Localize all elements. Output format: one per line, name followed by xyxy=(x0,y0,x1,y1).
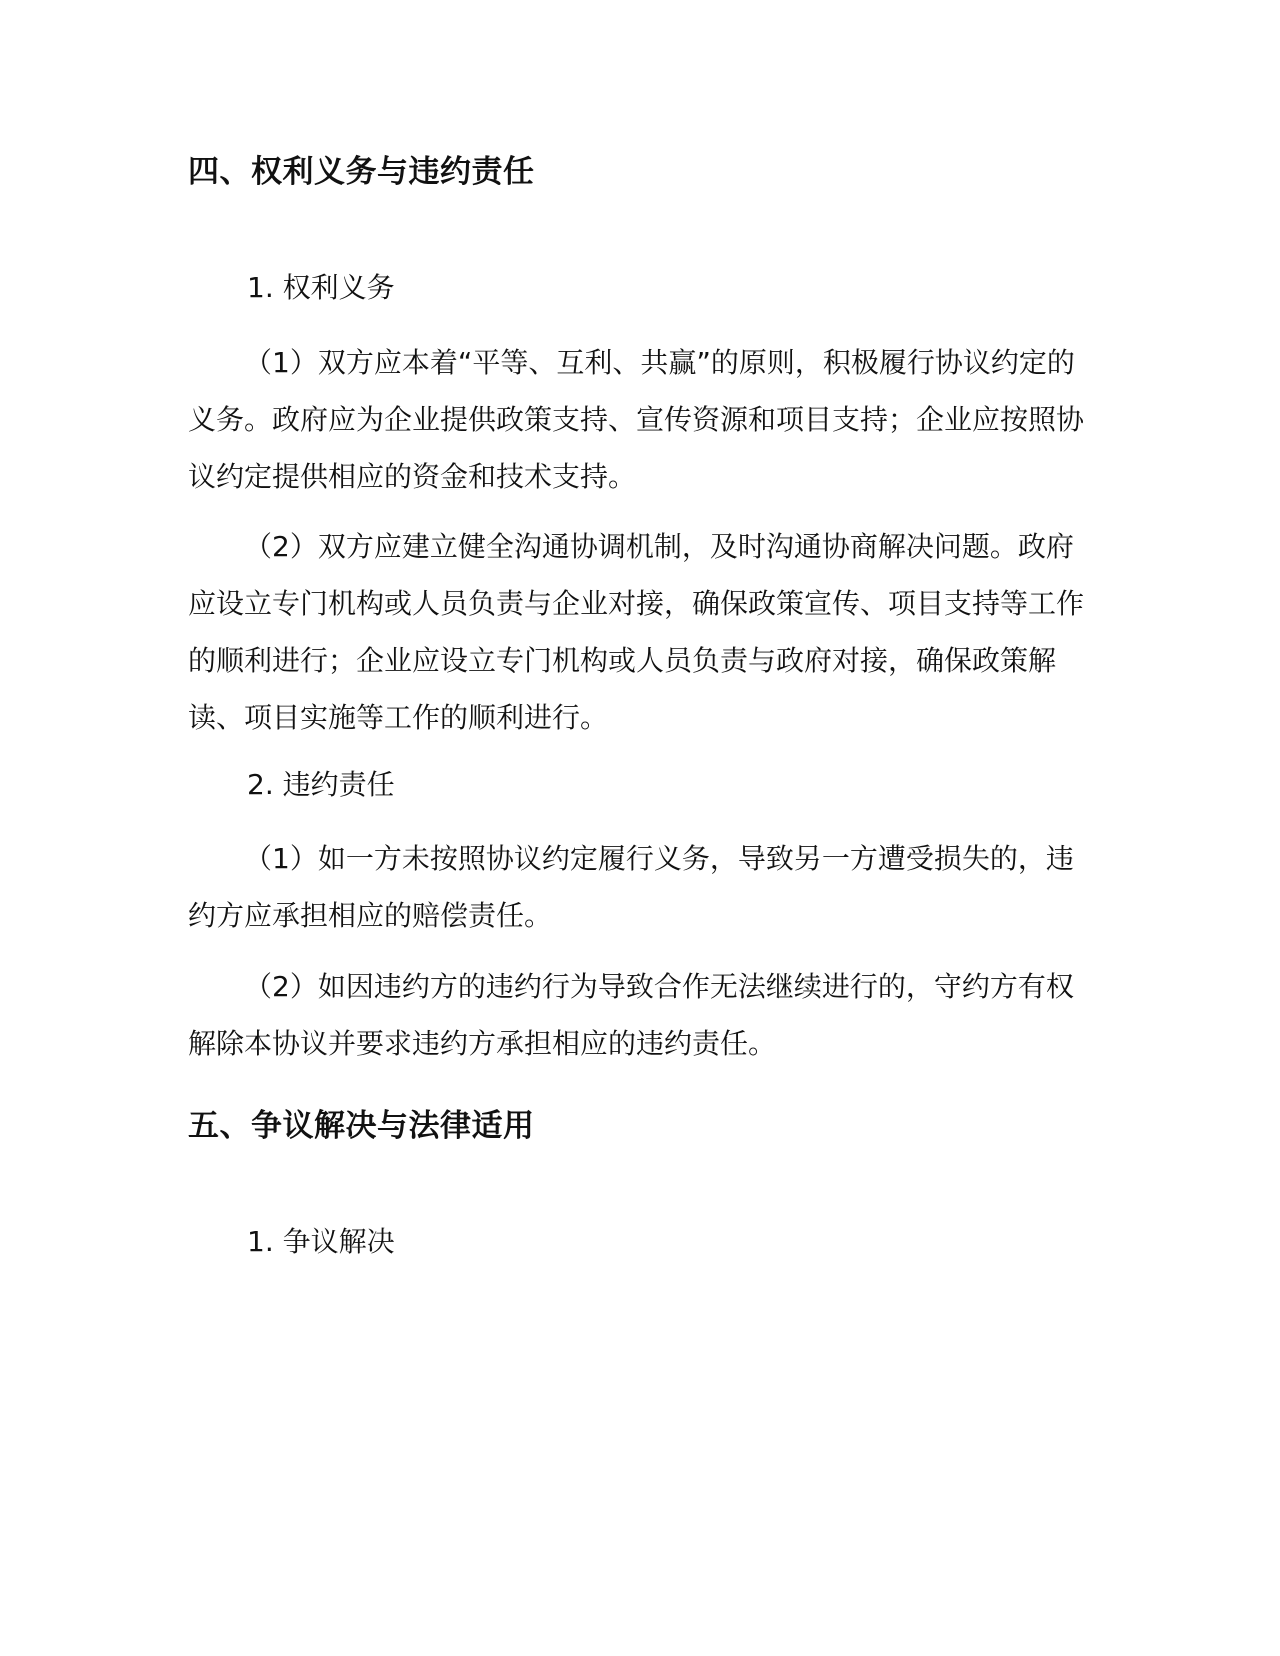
paragraph-breach-2 xyxy=(188,958,1088,1072)
paragraph-text: （1）如一方未按照协议约定履行义务，导致另一方遭受损失的，违约方应承担相应的赔偿责任。 xyxy=(188,842,1074,932)
paragraph-breach-1 xyxy=(188,830,1088,944)
paragraph-rights-2 xyxy=(188,518,1088,746)
subsection-heading-rights-obligations: 1. 权利义务 xyxy=(247,271,395,304)
section-heading-4: 四、权利义务与违约责任 xyxy=(188,154,535,190)
paragraph-text: （1）双方应本着“平等、互利、共赢”的原则，积极履行协议约定的义务。政府应为企业提供政策支持、宣传资源和项目支持；企业应按照协议约定提供相应的资金和技术支持。 xyxy=(188,346,1085,493)
subsection-heading-breach-liability: 2. 违约责任 xyxy=(247,768,395,801)
paragraph-text: （2）如因违约方的违约行为导致合作无法继续进行的，守约方有权解除本协议并要求违约方承担相应的违约责任。 xyxy=(188,970,1074,1060)
subsection-heading-dispute-resolution: 1. 争议解决 xyxy=(247,1225,395,1258)
paragraph-text: （2）双方应建立健全沟通协调机制，及时沟通协商解决问题。政府应设立专门机构或人员负责与企业对接，确保政策宣传、项目支持等工作的顺利进行；企业应设立专门机构或人员负责与政府对接，确保政策解读、项目实施等工作的顺利进行。 xyxy=(188,530,1085,734)
section-heading-5: 五、争议解决与法律适用 xyxy=(188,1108,535,1144)
paragraph-rights-1 xyxy=(188,334,1088,505)
